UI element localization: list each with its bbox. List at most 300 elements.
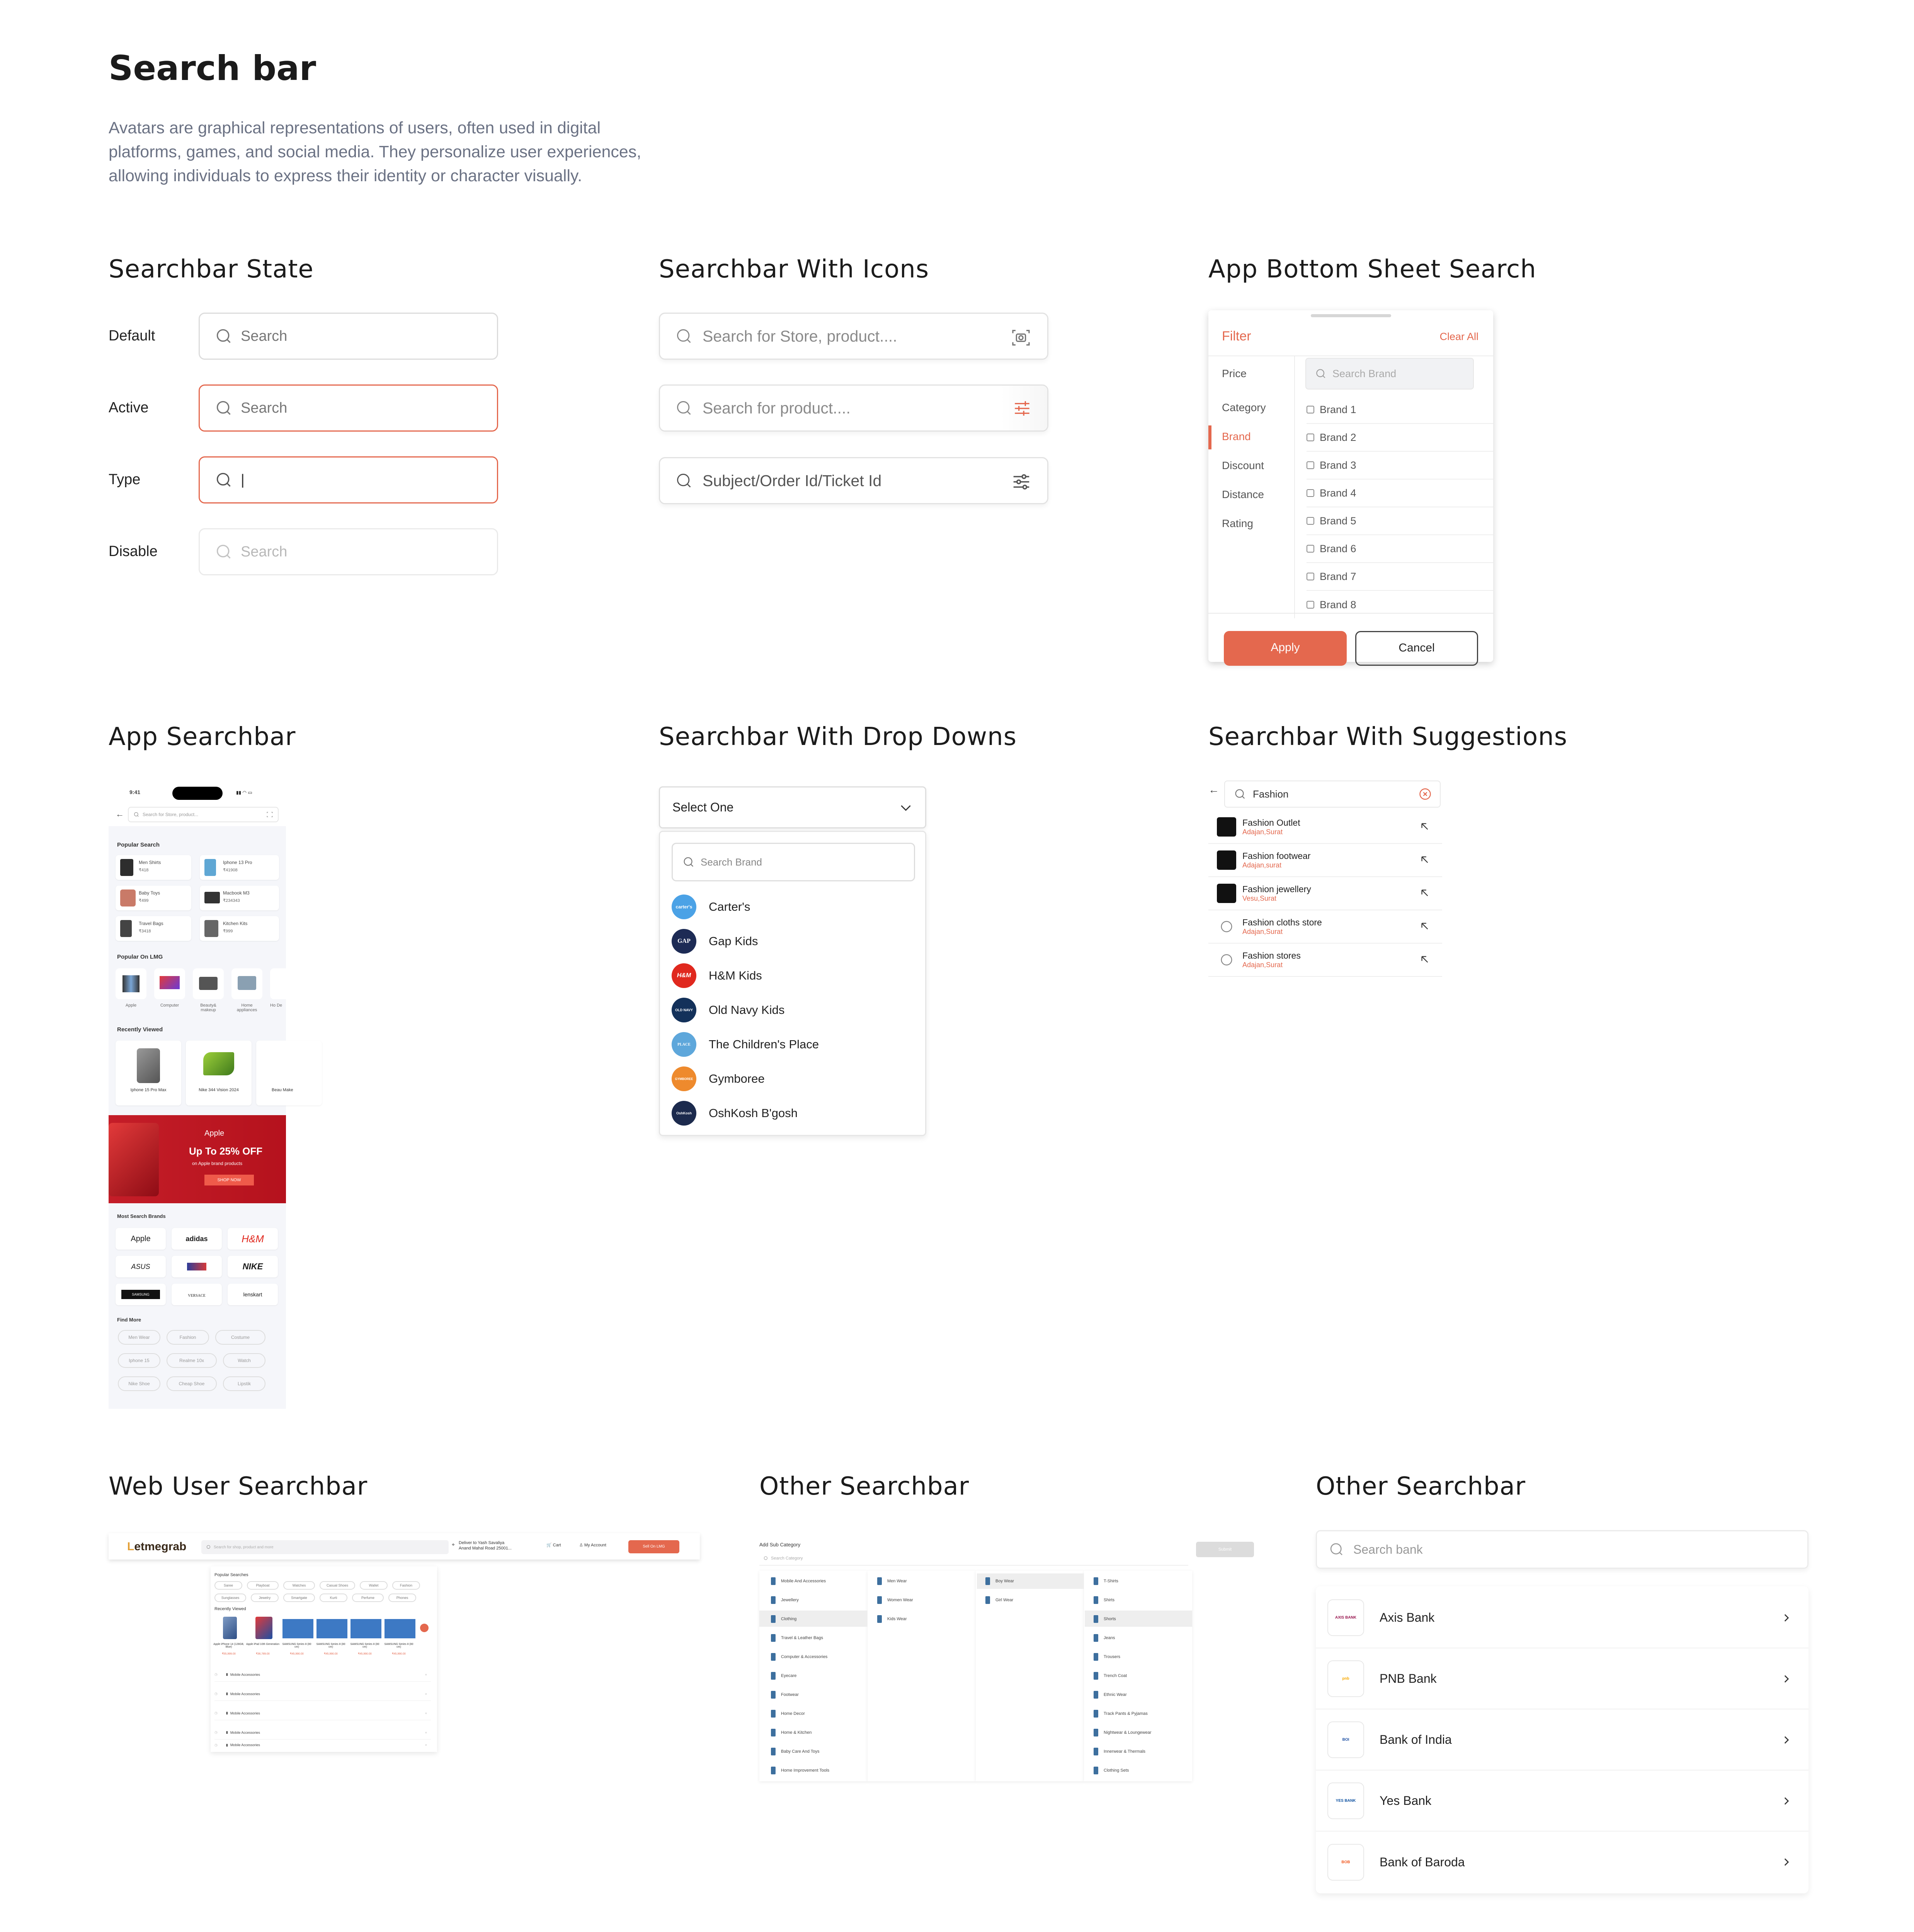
- chevron-right-icon: [1780, 1794, 1793, 1808]
- search-placeholder: Search bank: [1353, 1542, 1423, 1556]
- brand-search-input[interactable]: [1305, 358, 1474, 389]
- subcategory-item[interactable]: Girl Wear: [985, 1595, 1013, 1605]
- search-placeholder: Search: [241, 328, 288, 344]
- suggestion-location: Adajan,Surat: [1242, 828, 1283, 836]
- bank-name: Bank of Baroda: [1380, 1855, 1465, 1869]
- brand-logo: PLACE: [672, 1032, 696, 1057]
- close-icon: ×: [425, 1743, 427, 1747]
- checkbox[interactable]: [1307, 517, 1314, 525]
- product-price: ₹45,990.00: [358, 1653, 372, 1655]
- checkbox[interactable]: [1307, 434, 1314, 441]
- subcategory-item[interactable]: Clothing Sets: [1094, 1765, 1129, 1776]
- status-time: 9:41: [129, 789, 141, 795]
- product-card[interactable]: [248, 1616, 279, 1641]
- bank-name: Yes Bank: [1380, 1793, 1432, 1808]
- arrow-up-left-icon[interactable]: [1419, 854, 1431, 866]
- section-heading-sheet: App Bottom Sheet Search: [1208, 255, 1536, 284]
- page-title: Search bar: [109, 48, 316, 88]
- search-chip[interactable]: Kurti: [320, 1594, 347, 1602]
- close-icon: ×: [425, 1730, 427, 1735]
- subcategory-item[interactable]: Men Wear: [877, 1576, 907, 1587]
- dynamic-island: [172, 787, 223, 800]
- suggestion-item[interactable]: [1208, 910, 1442, 944]
- brand-tile[interactable]: [172, 1256, 222, 1277]
- brand-tile[interactable]: VERSACE: [172, 1284, 222, 1305]
- brand-label: Brand 1: [1320, 403, 1356, 415]
- category-item-rating[interactable]: Rating: [1222, 517, 1253, 529]
- select-value: Select One: [672, 800, 734, 814]
- category-home-decor[interactable]: [270, 968, 301, 999]
- option-label: The Children's Place: [709, 1037, 819, 1051]
- product-name: SAMSUNG Series 8 (80 cm): [384, 1643, 413, 1648]
- site-logo[interactable]: Letmegrab: [127, 1540, 187, 1553]
- search-chip[interactable]: Saree: [214, 1581, 242, 1590]
- suggestion-item[interactable]: [1208, 811, 1442, 844]
- product-name: SAMSUNG Series 8 (80 cm): [316, 1643, 345, 1648]
- clear-all-button[interactable]: Clear All: [1439, 331, 1478, 342]
- search-chip[interactable]: Perfume: [352, 1594, 384, 1602]
- picker-title: Add Sub Category: [759, 1542, 801, 1548]
- app-screen: [109, 784, 293, 1409]
- bank-item[interactable]: [1316, 1709, 1809, 1770]
- search-input-product[interactable]: [659, 384, 1048, 432]
- shop-now-button[interactable]: SHOP NOW: [204, 1175, 254, 1185]
- category-item[interactable]: Computer & Accessories: [771, 1651, 827, 1662]
- product-card[interactable]: [214, 1616, 245, 1641]
- store-logo: [1217, 884, 1236, 903]
- arrow-up-left-icon[interactable]: [1419, 920, 1431, 932]
- clear-icon[interactable]: [1418, 787, 1432, 801]
- section-heading-app: App Searchbar: [109, 723, 296, 751]
- suggestion-chip[interactable]: Cheap Shoe: [167, 1376, 217, 1391]
- search-icon: [763, 1556, 769, 1561]
- item-price: ₹999: [223, 929, 233, 934]
- search-placeholder: Search for Store, product....: [703, 327, 897, 345]
- category-label: Computer: [160, 1003, 179, 1008]
- select-dropdown[interactable]: [659, 786, 926, 828]
- chevron-right-icon: [1780, 1611, 1793, 1624]
- subcategory-item[interactable]: Shirts: [1094, 1595, 1114, 1605]
- back-arrow-icon[interactable]: ←: [116, 809, 124, 819]
- suggestion-chip[interactable]: Nike Shoe: [118, 1376, 160, 1391]
- checkbox[interactable]: [1307, 601, 1314, 609]
- category-item-brand[interactable]: Brand: [1222, 430, 1251, 442]
- popular-item[interactable]: [116, 886, 191, 910]
- product-name: Apple iPhone 14 (128GB, Blue): [213, 1643, 244, 1648]
- item-icon: ▮: [226, 1730, 228, 1734]
- sell-button[interactable]: Sell On LMG: [628, 1540, 679, 1553]
- camera-scan-icon[interactable]: [266, 811, 273, 818]
- suggestion-location: Adajan,surat: [1242, 861, 1282, 869]
- search-chip[interactable]: Fashion: [392, 1581, 420, 1590]
- brand-logo: OLD NAVY: [672, 998, 696, 1022]
- category-item[interactable]: Clothing: [771, 1614, 796, 1624]
- product-price: ₹36,789.00: [256, 1653, 270, 1655]
- subcategory-item[interactable]: Nightwear & Loungewear: [1094, 1727, 1152, 1738]
- category-item-price[interactable]: Price: [1222, 367, 1247, 379]
- popular-item[interactable]: [200, 886, 279, 910]
- brand-option[interactable]: [1307, 535, 1493, 563]
- chevron-right-icon: [1780, 1733, 1793, 1747]
- popular-item[interactable]: [200, 916, 279, 941]
- item-name: Travel Bags: [139, 921, 163, 926]
- close-icon: ×: [425, 1692, 427, 1696]
- dropdown-option[interactable]: [672, 1032, 819, 1057]
- brand-logo: SAMSUNG: [121, 1290, 160, 1299]
- brand-option[interactable]: [1307, 424, 1493, 452]
- close-icon: ×: [425, 1672, 427, 1677]
- cancel-button[interactable]: Cancel: [1355, 631, 1478, 666]
- search-icon: [206, 1544, 211, 1550]
- search-placeholder: Search: [241, 543, 288, 560]
- checkbox[interactable]: [1307, 545, 1314, 553]
- product-name: Apple iPad 10th Generation: [246, 1643, 280, 1646]
- category-label: Ho De: [270, 1003, 282, 1008]
- sliders-icon[interactable]: [1011, 471, 1032, 492]
- dropdown-option[interactable]: [672, 1066, 765, 1091]
- item-icon: ▮: [226, 1711, 228, 1715]
- bank-item[interactable]: [1316, 1648, 1809, 1709]
- subcategory-item[interactable]: Ethnic Wear: [1094, 1689, 1127, 1700]
- brand-option[interactable]: [1307, 480, 1493, 507]
- search-icon: [1217, 917, 1236, 936]
- history-item[interactable]: ◷ ▮ Mobile Accessories ×: [214, 1668, 431, 1682]
- category-label: Apple: [125, 1003, 137, 1008]
- subcategory-item[interactable]: Shorts: [1094, 1614, 1116, 1624]
- section-heading-web: Web User Searchbar: [109, 1472, 368, 1501]
- suggestion-location: Vesu,Surat: [1242, 895, 1277, 902]
- suggestion-location: Adajan,Surat: [1242, 961, 1283, 969]
- category-beauty[interactable]: [193, 968, 224, 999]
- option-label: Carter's: [709, 900, 750, 913]
- search-icon: [682, 855, 695, 869]
- arrow-up-left-icon[interactable]: [1419, 821, 1431, 832]
- promo-banner[interactable]: [109, 1115, 286, 1203]
- subcategory-item[interactable]: Boy Wear: [985, 1576, 1014, 1587]
- item-price: ₹499: [139, 898, 149, 903]
- brand-tile[interactable]: adidas: [172, 1228, 222, 1250]
- checkbox[interactable]: [1307, 489, 1314, 497]
- product-card[interactable]: [316, 1619, 347, 1638]
- apply-button[interactable]: Apply: [1224, 631, 1347, 666]
- subcategory-item[interactable]: Kids Wear: [877, 1614, 907, 1624]
- subcategory-item[interactable]: Women Wear: [877, 1595, 913, 1605]
- dropdown-search-input[interactable]: [672, 843, 915, 881]
- checkbox[interactable]: [1307, 406, 1314, 413]
- search-input-default[interactable]: [199, 313, 498, 360]
- chevron-down-icon: [898, 800, 914, 815]
- category-item[interactable]: Eyecare: [771, 1670, 796, 1681]
- search-placeholder: Search: [241, 400, 288, 416]
- sheet-handle[interactable]: [1311, 314, 1391, 317]
- search-input-active[interactable]: [199, 384, 498, 432]
- chevron-right-icon: [1780, 1672, 1793, 1685]
- product-card[interactable]: [385, 1619, 415, 1638]
- suggestion-title: Fashion jewellery: [1242, 884, 1311, 894]
- brand-tile[interactable]: [116, 1284, 166, 1305]
- product-price: ₹55,999.00: [222, 1653, 236, 1655]
- recent-item-label: Iphone 15 Pro Max: [130, 1088, 167, 1092]
- brand-label: Brand 4: [1320, 487, 1356, 499]
- popular-search-title: Popular Search: [117, 842, 160, 848]
- search-chip[interactable]: Playboat: [247, 1581, 279, 1590]
- deliver-address: Anand Mahal Road 25001...: [459, 1546, 512, 1551]
- search-input-typing[interactable]: [199, 456, 498, 503]
- search-icon: [675, 472, 692, 489]
- search-icon: [1233, 787, 1247, 801]
- bottom-sheet: [1208, 310, 1493, 662]
- brand-label: Brand 6: [1320, 543, 1356, 554]
- section-heading-dropdown: Searchbar With Drop Downs: [659, 723, 1017, 751]
- history-item[interactable]: ◷ ▮ Mobile Accessories ×: [214, 1687, 431, 1701]
- item-icon: ▮: [226, 1692, 228, 1696]
- search-icon: [215, 471, 232, 488]
- product-card[interactable]: [350, 1619, 381, 1638]
- filter-icon[interactable]: [1012, 399, 1032, 418]
- subcategory-item[interactable]: Track Pants & Pyjamas: [1094, 1708, 1148, 1719]
- suggestion-chip[interactable]: Lipstik: [223, 1376, 265, 1391]
- option-label: H&M Kids: [709, 969, 762, 982]
- category-item-discount[interactable]: Discount: [1222, 459, 1264, 471]
- bank-name: PNB Bank: [1380, 1671, 1437, 1685]
- bank-logo: AXIS BANK: [1327, 1599, 1364, 1636]
- brand-label: Brand 7: [1320, 570, 1356, 582]
- category-label: Beauty& makeup: [200, 1003, 216, 1012]
- deliver-name: Deliver to Yash Savaliya: [459, 1541, 505, 1545]
- search-input-store[interactable]: [659, 313, 1048, 360]
- subcategory-item[interactable]: Trench Coat: [1094, 1670, 1127, 1681]
- category-search-input[interactable]: [759, 1552, 1188, 1566]
- category-home-appliances[interactable]: [231, 968, 262, 999]
- product-price: ₹45,990.00: [392, 1653, 406, 1655]
- section-heading-icons: Searchbar With Icons: [659, 255, 929, 284]
- suggestion-chip[interactable]: Costume: [215, 1330, 265, 1345]
- brand-logo: carter's: [672, 895, 696, 919]
- state-label-active: Active: [109, 400, 149, 416]
- web-header: [109, 1533, 700, 1560]
- category-item[interactable]: Home Improvement Tools: [771, 1765, 829, 1776]
- item-price: ₹3418: [139, 929, 151, 934]
- sheet-title: Filter: [1222, 329, 1251, 344]
- search-input-ticket[interactable]: [659, 457, 1048, 504]
- search-chip[interactable]: Casual Shoes: [320, 1581, 355, 1590]
- suggestion-chip[interactable]: Men Wear: [118, 1330, 160, 1345]
- subcategory-item[interactable]: Innerwear & Thermals: [1094, 1746, 1145, 1757]
- suggestion-chip[interactable]: Iphone 15: [118, 1353, 160, 1368]
- category-apple[interactable]: [116, 968, 146, 999]
- cart-link[interactable]: 🛒 Cart: [546, 1543, 561, 1548]
- brand-option[interactable]: [1307, 507, 1493, 535]
- history-item[interactable]: ◷ ▮ Mobile Accessories ×: [214, 1743, 427, 1747]
- bank-item[interactable]: [1316, 1832, 1809, 1893]
- popular-on-title: Popular On LMG: [117, 954, 163, 960]
- brand-logo: OshKosh: [672, 1101, 696, 1126]
- search-placeholder: Search Brand: [701, 856, 762, 868]
- search-icon: [215, 543, 232, 560]
- category-item[interactable]: Home Decor: [771, 1708, 805, 1719]
- search-icon: [675, 328, 692, 345]
- search-chip[interactable]: Sunglasses: [214, 1594, 246, 1602]
- chevron-right-icon: [1780, 1855, 1793, 1869]
- brand-tile[interactable]: H&M: [228, 1228, 278, 1250]
- brand-option[interactable]: [1307, 396, 1493, 424]
- category-item-distance[interactable]: Distance: [1222, 488, 1264, 500]
- search-placeholder: Search for shop, product and more: [214, 1545, 274, 1549]
- search-icon: [215, 400, 232, 417]
- banner-brand: Apple: [204, 1129, 225, 1138]
- option-label: Gap Kids: [709, 934, 758, 948]
- back-arrow-icon[interactable]: ←: [1208, 784, 1219, 796]
- history-item[interactable]: ◷ ▮ Mobile Accessories ×: [214, 1726, 431, 1740]
- brand-tile[interactable]: ASUS: [116, 1256, 166, 1277]
- user-icon: ♙: [579, 1543, 583, 1548]
- option-label: OshKosh B'gosh: [709, 1106, 798, 1120]
- search-chip[interactable]: Watches: [283, 1581, 315, 1590]
- web-search-panel: [211, 1566, 437, 1752]
- dropdown-option[interactable]: [672, 998, 784, 1022]
- camera-scan-icon[interactable]: [1010, 327, 1032, 349]
- bank-logo: pnb: [1327, 1660, 1364, 1697]
- search-placeholder: Subject/Order Id/Ticket Id: [703, 471, 882, 490]
- category-label: Home appliances: [236, 1003, 257, 1012]
- recent-item-label: Beau Make: [272, 1088, 293, 1092]
- suggestion-item[interactable]: [1208, 944, 1442, 977]
- item-name: Macbook M3: [223, 890, 250, 896]
- brand-tile[interactable]: lenskart: [228, 1284, 278, 1305]
- dropdown-panel: [659, 831, 926, 1136]
- bank-item[interactable]: [1316, 1770, 1809, 1832]
- arrow-up-left-icon[interactable]: [1419, 887, 1431, 899]
- popular-item[interactable]: [116, 855, 191, 880]
- item-icon: ▮: [226, 1672, 228, 1676]
- dropdown-option[interactable]: [672, 895, 750, 919]
- category-item[interactable]: Travel & Leather Bags: [771, 1633, 823, 1643]
- search-input-disabled: [199, 528, 498, 575]
- section-heading-other-2: Other Searchbar: [1316, 1472, 1526, 1501]
- search-placeholder: Search Category: [771, 1556, 803, 1561]
- popular-item[interactable]: [116, 916, 191, 941]
- submit-button[interactable]: Submit: [1196, 1542, 1254, 1557]
- next-arrow-icon[interactable]: [420, 1624, 429, 1632]
- popular-searches-title: Popular Searches: [214, 1573, 248, 1577]
- search-placeholder: Search Brand: [1332, 367, 1397, 379]
- brand-tile[interactable]: NIKE: [228, 1256, 278, 1277]
- state-label-disable: Disable: [109, 543, 158, 560]
- dropdown-option[interactable]: [672, 963, 762, 988]
- banner-offer: Up To 25% OFF: [189, 1145, 263, 1157]
- product-card[interactable]: [282, 1619, 313, 1638]
- brand-logo: H&M: [672, 963, 696, 988]
- item-price: ₹234343: [223, 898, 240, 903]
- category-item[interactable]: Footwear: [771, 1689, 799, 1700]
- dropdown-option[interactable]: [672, 1101, 798, 1126]
- recent-item[interactable]: [116, 1041, 181, 1105]
- bank-logo: BOB: [1327, 1844, 1364, 1881]
- status-icons: ▮▮ ◠ ▭: [236, 790, 252, 795]
- search-placeholder: Search for Store, product...: [143, 812, 199, 817]
- category-item[interactable]: Home & Kitchen: [771, 1727, 812, 1738]
- option-label: Gymboree: [709, 1072, 765, 1085]
- bank-logo: YES BANK: [1327, 1782, 1364, 1819]
- category-computer[interactable]: [154, 968, 185, 999]
- brand-tile[interactable]: Apple: [116, 1228, 166, 1250]
- suggestion-item[interactable]: [1208, 877, 1442, 910]
- search-query: Fashion: [1253, 788, 1289, 800]
- search-placeholder: Search for product....: [703, 399, 851, 417]
- category-item[interactable]: Baby Care And Toys: [771, 1746, 819, 1757]
- search-icon: [1329, 1541, 1345, 1558]
- item-icon: ▮: [226, 1743, 228, 1747]
- search-chip[interactable]: Smartgate: [283, 1594, 315, 1602]
- history-icon: ◷: [214, 1711, 218, 1715]
- state-label-default: Default: [109, 328, 155, 344]
- subcategory-item[interactable]: Jeans: [1094, 1633, 1115, 1643]
- search-icon: [133, 811, 140, 818]
- category-item-category[interactable]: Category: [1222, 401, 1266, 413]
- brand-label: Brand 8: [1320, 599, 1356, 611]
- subcategory-item[interactable]: T-Shirts: [1094, 1576, 1118, 1587]
- bank-item[interactable]: [1316, 1587, 1809, 1648]
- suggestion-title: Fashion stores: [1242, 951, 1301, 961]
- item-price: ₹418: [139, 868, 149, 872]
- category-picker: [759, 1542, 1232, 1781]
- suggestion-chip[interactable]: Fashion: [167, 1330, 209, 1345]
- search-icon: [215, 328, 232, 345]
- suggestion-search-input[interactable]: [1224, 781, 1441, 808]
- checkbox[interactable]: [1307, 573, 1314, 580]
- text-cursor: |: [241, 471, 245, 488]
- recently-viewed-title: Recently Viewed: [214, 1607, 246, 1611]
- recently-viewed-title: Recently Viewed: [117, 1026, 163, 1033]
- suggestion-chip[interactable]: Realme 10x: [167, 1353, 217, 1368]
- search-chip[interactable]: Phones: [388, 1594, 416, 1602]
- category-item[interactable]: Mobile And Accessories: [771, 1576, 826, 1587]
- brand-option[interactable]: [1307, 452, 1493, 480]
- app-search-input[interactable]: [128, 807, 279, 822]
- bank-name: Bank of India: [1380, 1732, 1452, 1747]
- search-chip[interactable]: Wallet: [360, 1581, 388, 1590]
- history-icon: ◷: [214, 1692, 218, 1696]
- suggestion-item[interactable]: [1208, 844, 1442, 877]
- search-chip[interactable]: Jewelry: [251, 1594, 279, 1602]
- category-item[interactable]: Jewellery: [771, 1595, 799, 1605]
- arrow-up-left-icon[interactable]: [1419, 954, 1431, 965]
- brand-option[interactable]: [1307, 591, 1493, 619]
- subcategory-item[interactable]: Trousers: [1094, 1651, 1120, 1662]
- search-icon: [1315, 367, 1327, 380]
- account-link[interactable]: ♙ My Account: [579, 1543, 606, 1548]
- history-item[interactable]: ◷ ▮ Mobile Accessories ×: [214, 1706, 431, 1720]
- store-logo: [1217, 817, 1236, 837]
- option-label: Old Navy Kids: [709, 1003, 785, 1017]
- brand-option[interactable]: [1307, 563, 1493, 591]
- suggestion-chip[interactable]: Watch: [223, 1353, 265, 1368]
- page-description: Avatars are graphical representations of users, often used in digital platforms, games, and social media. They personalize user experiences, allowing individuals to express their identity or character visually.: [109, 119, 641, 185]
- section-heading-other-1: Other Searchbar: [759, 1472, 970, 1501]
- checkbox[interactable]: [1307, 461, 1314, 469]
- brand-label: Brand 2: [1320, 431, 1356, 443]
- suggestion-title: Fashion cloths store: [1242, 917, 1322, 927]
- section-heading-state: Searchbar State: [109, 255, 314, 284]
- recent-item[interactable]: [256, 1041, 322, 1105]
- state-label-type: Type: [109, 471, 141, 488]
- bank-search-input[interactable]: [1316, 1530, 1809, 1569]
- dropdown-option[interactable]: [672, 929, 758, 954]
- popular-item[interactable]: [200, 855, 279, 880]
- deliver-location[interactable]: [452, 1540, 512, 1551]
- recent-item[interactable]: [186, 1041, 252, 1105]
- web-search-input[interactable]: [201, 1540, 449, 1554]
